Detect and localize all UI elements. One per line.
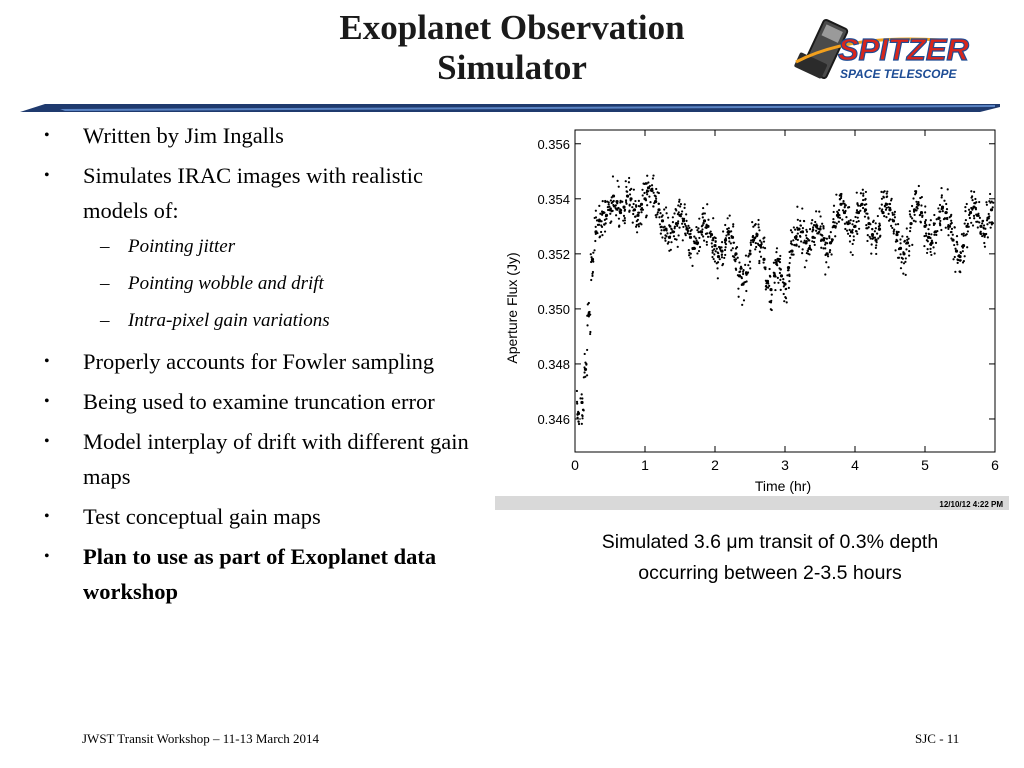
chart-background — [495, 122, 1009, 512]
bullet-dot-icon: • — [44, 433, 50, 450]
x-axis-label: Time (hr) — [754, 478, 812, 494]
bullet-item — [42, 158, 487, 228]
bullet-text: Pointing jitter — [128, 236, 236, 257]
bullet-item — [42, 424, 487, 494]
sub-bullet-item — [42, 270, 487, 297]
bullet-dot-icon: • — [44, 167, 50, 184]
bullet-text: Simulates IRAC images with realistic models of: — [83, 163, 423, 223]
bullet-item — [42, 499, 487, 534]
y-tick-label: 0.350 — [537, 301, 570, 317]
x-tick-label: 5 — [921, 457, 929, 473]
bullet-item — [42, 344, 487, 379]
x-tick-label: 4 — [851, 457, 859, 473]
bullet-item — [42, 384, 487, 419]
bullet-text: Written by Jim Ingalls — [83, 123, 284, 148]
bullet-dot-icon: • — [44, 127, 50, 144]
bullet-item — [42, 539, 487, 609]
logo-wordmark: SPITZER — [838, 32, 969, 67]
timestamp: 12/10/12 4:22 PM — [939, 500, 1003, 509]
footer-page-number: SJC - 11 — [915, 731, 960, 746]
footer-workshop: JWST Transit Workshop – 11-13 March 2014 — [82, 731, 320, 746]
x-tick-label: 0 — [571, 457, 579, 473]
bullet-dot-icon: • — [44, 548, 50, 565]
x-tick-label: 1 — [641, 457, 649, 473]
caption-line-1: Simulated 3.6 μm transit of 0.3% depth — [601, 531, 939, 553]
bullet-text: Plan to use as part of Exoplanet data workshop — [83, 544, 437, 604]
title-divider — [20, 103, 1000, 113]
logo-subtitle: SPACE TELESCOPE — [840, 67, 957, 81]
bullet-list — [42, 118, 487, 614]
transit-scatter-chart — [495, 122, 1009, 512]
caption-line-2: occurring between 2-3.5 hours — [638, 562, 902, 584]
bullet-dot-icon: • — [44, 508, 50, 525]
y-tick-label: 0.346 — [537, 411, 570, 427]
bullet-item — [42, 118, 487, 153]
dash-icon: – — [100, 310, 110, 331]
dash-icon: – — [100, 236, 110, 257]
x-tick-label: 2 — [711, 457, 719, 473]
slide-title — [262, 8, 762, 88]
bullet-dot-icon: • — [44, 393, 50, 410]
y-tick-label: 0.356 — [537, 136, 570, 152]
bullet-text: Being used to examine truncation error — [83, 389, 435, 414]
bullet-dot-icon: • — [44, 353, 50, 370]
sub-bullet-item — [42, 233, 487, 260]
slide-title-line-1: Exoplanet Observation — [339, 8, 685, 47]
dash-icon: – — [100, 273, 110, 294]
x-tick-label: 6 — [991, 457, 999, 473]
y-tick-label: 0.348 — [537, 356, 570, 372]
timestamp-bar — [495, 496, 1009, 510]
bullet-text: Model interplay of drift with different gain maps — [83, 429, 469, 489]
spitzer-logo — [790, 14, 980, 94]
x-tick-label: 3 — [781, 457, 789, 473]
slide-title-line-2: Simulator — [437, 48, 587, 87]
sub-bullet-item — [42, 307, 487, 334]
bullet-text: Intra-pixel gain variations — [128, 310, 330, 331]
y-tick-label: 0.352 — [537, 246, 570, 262]
bullet-text: Pointing wobble and drift — [128, 273, 324, 294]
bullet-text: Test conceptual gain maps — [83, 504, 321, 529]
y-tick-label: 0.354 — [537, 191, 570, 207]
y-axis-label: Aperture Flux (Jy) — [504, 252, 520, 364]
bullet-text: Properly accounts for Fowler sampling — [83, 349, 435, 374]
chart-caption — [520, 527, 1020, 589]
